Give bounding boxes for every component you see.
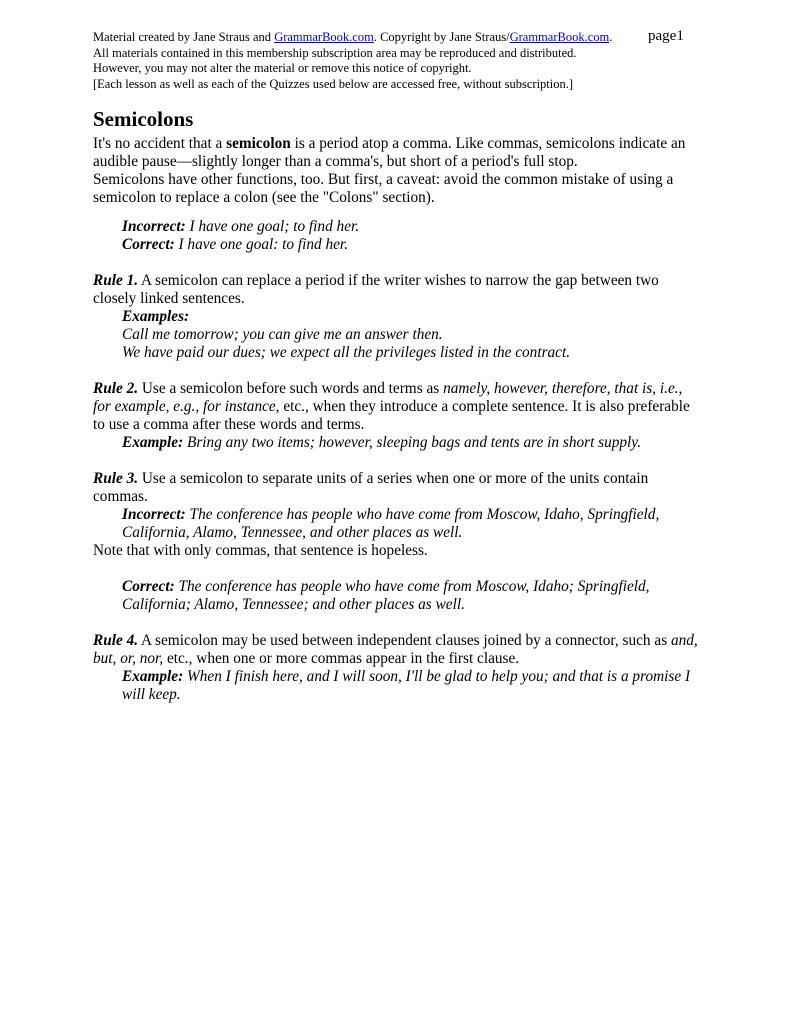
rule-3-incorrect: Incorrect: The conference has people who have come from Moscow, Idaho, Springfield, California, Alamo, Tennessee, and other places as well.: [122, 506, 660, 541]
grammarbook-link-2[interactable]: GrammarBook.com: [509, 30, 610, 44]
rule-3-note: Note that with only commas, that sentence is hopeless.: [93, 542, 428, 559]
rule-2-example: Example: Bring any two items; however, sleeping bags and tents are in short supply.: [122, 434, 642, 451]
rule-3-correct: Correct: The conference has people who have come from Moscow, Idaho; Springfield, California; Alamo, Tennessee; and other places as well.: [122, 578, 650, 613]
rule-2: Rule 2. Use a semicolon before such words and terms as namely, however, therefore, that is, i.e., for example, e.g., for instance, etc., when they introduce a complete sentence. It is also preferable to use a comma after these words and terms.: [93, 380, 690, 433]
intro-paragraph-2: Semicolons have other functions, too. But first, a caveat: avoid the common mistake of using a semicolon to replace a colon (see the "Colons" section).: [93, 171, 674, 206]
rule-1-examples-label: Examples:: [122, 308, 190, 325]
copyright-notice: [93, 30, 713, 92]
caveat-incorrect: Incorrect: I have one goal; to find her.: [122, 218, 360, 235]
lesson-body: [93, 135, 703, 704]
notice-line-1: Material created by Jane Straus and GrammarBook.com. Copyright by Jane Straus/GrammarBook.com.: [93, 30, 613, 44]
notice-line-3: However, you may not alter the material or remove this notice of copyright.: [93, 61, 472, 75]
grammarbook-link-1[interactable]: GrammarBook.com: [274, 30, 374, 44]
rule-1-example-2: We have paid our dues; we expect all the privileges listed in the contract.: [122, 344, 571, 361]
page-title: Semicolons: [93, 107, 194, 131]
rule-1-example-1: Call me tomorrow; you can give me an answer then.: [122, 326, 443, 343]
rule-3: Rule 3. Use a semicolon to separate units of a series when one or more of the units contain commas.: [93, 470, 649, 505]
rule-1: Rule 1. A semicolon can replace a period if the writer wishes to narrow the gap between two closely linked sentences.: [93, 272, 659, 307]
rule-4: Rule 4. A semicolon may be used between independent clauses joined by a connector, such as and, but, or, nor, etc., when one or more commas appear in the first clause.: [93, 632, 698, 667]
intro-paragraph-1: It's no accident that a semicolon is a period atop a comma. Like commas, semicolons indicate an audible pause—slightly longer than a comma's, but short of a period's full stop.: [93, 135, 686, 170]
notice-line-2: All materials contained in this membership subscription area may be reproduced and distributed.: [93, 45, 577, 60]
caveat-correct: Correct: I have one goal: to find her.: [122, 236, 349, 253]
page-number: page1: [648, 28, 684, 44]
notice-line-4: [Each lesson as well as each of the Quizzes used below are accessed free, without subscription.]: [93, 76, 574, 91]
rule-4-example: Example: When I finish here, and I will soon, I'll be glad to help you; and that is a promise I will keep.: [122, 668, 691, 703]
